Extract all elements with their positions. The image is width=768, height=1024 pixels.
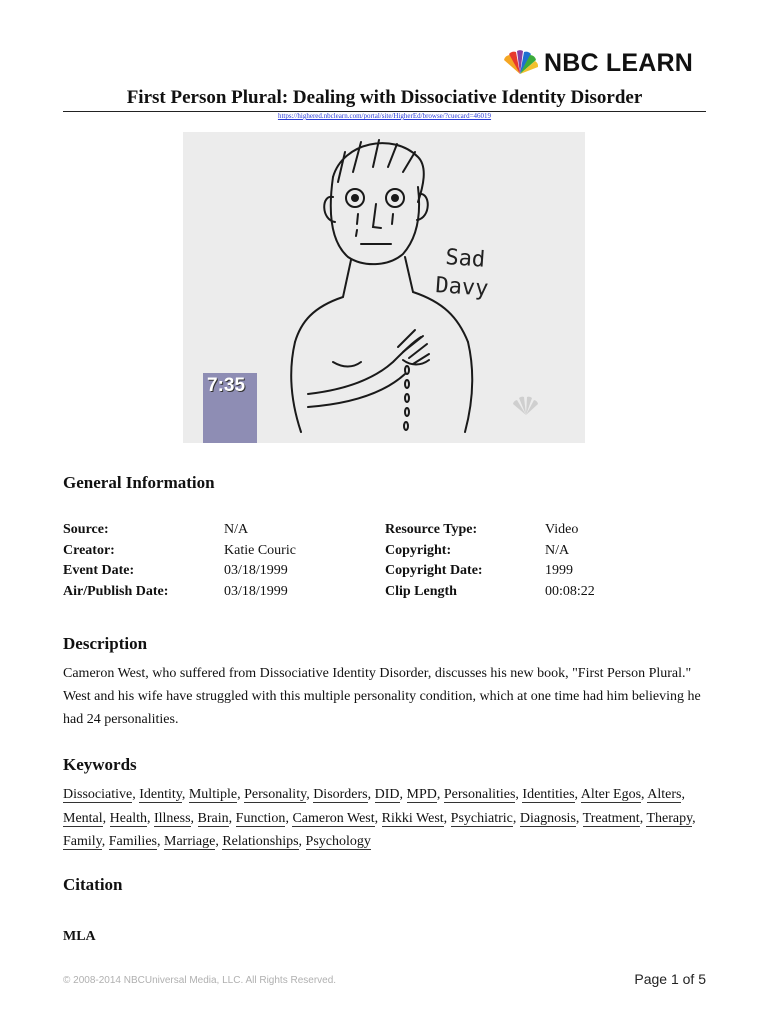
keyword-link[interactable]: MPD bbox=[406, 787, 437, 802]
timestamp: 7:35 bbox=[207, 375, 246, 396]
info-value: N/A bbox=[224, 522, 249, 538]
keyword-link[interactable]: Illness bbox=[153, 810, 191, 826]
mla-label: MLA bbox=[63, 929, 96, 944]
video-thumbnail[interactable] bbox=[183, 132, 585, 443]
info-label: Copyright: bbox=[385, 542, 452, 558]
keyword-link[interactable]: Treatment bbox=[582, 810, 640, 826]
keyword-link[interactable]: Marriage bbox=[164, 834, 216, 849]
info-row bbox=[63, 520, 706, 541]
keyword-link[interactable]: Personalities bbox=[443, 787, 516, 802]
footer-copyright: © 2008-2014 NBCUniversal Media, LLC. All Rights Reserved. bbox=[63, 975, 337, 986]
resource-link[interactable]: https://highered.nbclearn.com/portal/site/HigherEd/browse/?cuecard=46019 bbox=[277, 112, 492, 120]
keyword-link[interactable]: Mental bbox=[63, 810, 103, 826]
keyword-link[interactable]: Psychology bbox=[305, 834, 371, 849]
keyword-link[interactable]: Therapy bbox=[646, 810, 693, 826]
keyword-link[interactable]: Alter Egos bbox=[580, 787, 642, 802]
info-value: Video bbox=[545, 522, 579, 538]
page-number: Page 1 of 5 bbox=[634, 971, 706, 987]
general-information-heading: General Information bbox=[63, 473, 215, 492]
keywords-heading: Keywords bbox=[63, 755, 137, 774]
timestamp-box bbox=[203, 373, 257, 443]
peacock-icon bbox=[500, 50, 540, 76]
keyword-link[interactable]: DID bbox=[374, 787, 400, 802]
general-information-table bbox=[63, 520, 706, 602]
keyword-link[interactable]: Dissociative bbox=[63, 787, 133, 802]
network-watermark-icon bbox=[513, 397, 538, 415]
info-row bbox=[63, 561, 706, 582]
keyword-link[interactable]: Health bbox=[109, 810, 147, 826]
info-label: Air/Publish Date: bbox=[63, 583, 169, 599]
info-value: Katie Couric bbox=[224, 542, 296, 558]
keyword-link[interactable]: Families bbox=[108, 834, 157, 849]
drawing-caption-line1: Sad bbox=[444, 245, 486, 273]
description-text: Cameron West, who suffered from Dissociative Identity Disorder, discusses his new book, "First Person Plural." West and his wife have struggled with this multiple personality condition, which at one time had him believing he had 24 personalities. bbox=[63, 666, 701, 727]
keyword-link[interactable]: Alters bbox=[647, 787, 682, 802]
keyword-link[interactable]: Relationships bbox=[222, 834, 299, 849]
keyword-link[interactable]: Brain bbox=[197, 810, 229, 826]
info-label: Source: bbox=[63, 522, 109, 538]
drawing-caption-line2: Davy bbox=[434, 273, 490, 302]
info-row bbox=[63, 582, 706, 603]
info-label: Clip Length bbox=[385, 583, 457, 599]
info-value: 1999 bbox=[545, 563, 573, 579]
description-heading: Description bbox=[63, 634, 148, 653]
keyword-link[interactable]: Family bbox=[63, 834, 102, 849]
keyword-link[interactable]: Cameron West bbox=[292, 810, 375, 826]
nbc-learn-logo bbox=[500, 48, 710, 78]
info-value: N/A bbox=[545, 542, 570, 558]
citation-heading: Citation bbox=[63, 875, 123, 894]
keyword-link[interactable]: Psychiatric bbox=[450, 810, 513, 826]
keyword-link[interactable]: Rikki West bbox=[381, 810, 444, 826]
keywords-list: Dissociative, Identity, Multiple, Personality, Disorders, DID, MPD, Personalities, Identities, Alter Egos, Alters, Mental, Health, Illness, Brain, Function, Cameron West, Rikki West, Psychiatric, Diagnosis, Treatment, Therapy, Family, Families, Marriage, Relationships, Psychology bbox=[63, 787, 696, 849]
info-value: 03/18/1999 bbox=[224, 583, 288, 599]
info-value: 03/18/1999 bbox=[224, 563, 288, 579]
page-title: First Person Plural: Dealing with Dissociative Identity Disorder bbox=[126, 87, 643, 108]
keyword-link[interactable]: Diagnosis bbox=[519, 810, 576, 826]
logo-text: NBC LEARN bbox=[544, 48, 694, 77]
keyword-link[interactable]: Multiple bbox=[188, 787, 238, 802]
keyword-link[interactable]: Function bbox=[235, 810, 286, 826]
info-value: 00:08:22 bbox=[545, 583, 595, 599]
info-row bbox=[63, 541, 706, 562]
keyword-link[interactable]: Identity bbox=[139, 787, 182, 802]
keyword-link[interactable]: Disorders bbox=[313, 787, 368, 802]
info-label: Event Date: bbox=[63, 563, 135, 579]
title-block bbox=[63, 86, 706, 112]
info-label: Resource Type: bbox=[385, 522, 478, 538]
info-label: Copyright Date: bbox=[385, 563, 483, 579]
info-label: Creator: bbox=[63, 542, 115, 558]
keyword-link[interactable]: Personality bbox=[244, 787, 307, 802]
keyword-link[interactable]: Identities bbox=[522, 787, 575, 802]
